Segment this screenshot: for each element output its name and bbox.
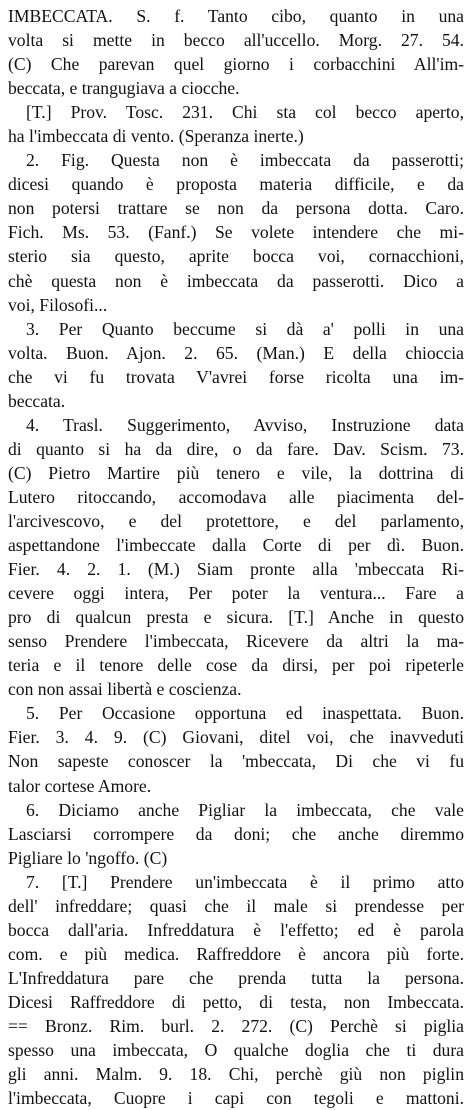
entry-line: spesso una imbeccata, O qualche doglia che ti dura (8, 1040, 464, 1061)
sense-7-line: 7. [T.] Prendere un'imbeccata è il primo atto (26, 871, 464, 892)
entry-line: l'arcivescovo, e del protettore, e del parlamento, (8, 510, 464, 531)
entry-line: Pigliare lo 'ngoffo. (C) (8, 847, 168, 868)
entry-line: beccata. (8, 390, 66, 411)
entry-line: Fier. 4. 2. 1. (M.) Siam pronte alla 'mbeccata Ri- (8, 559, 464, 580)
entry-line: che vi fu trovata V'avrei forse ricolta una im- (8, 366, 464, 387)
sense-6-line: 6. Diciamo anche Pigliar la imbeccata, che vale (26, 799, 464, 820)
entry-line: non potersi trattare se non da persona dotta. Caro. (8, 198, 464, 219)
entry-line: volta. Buon. Ajon. 2. 65. (Man.) E della chioccia (8, 342, 464, 363)
entry-line: voi, Filosofi... (8, 294, 108, 315)
entry-line: dell' infreddare; quasi che il male si prendesse per (8, 895, 464, 916)
entry-line: ha l'imbeccata di vento. (Speranza inerte.) (8, 126, 304, 147)
entry-line: volta si mette in becco all'uccello. Morg. 27. 54. (8, 30, 464, 51)
entry-line: (C) Pietro Martire più tenero e vile, la dottrina di (8, 462, 464, 483)
sense-2-line: 2. Fig. Questa non è imbeccata da passerotti; (26, 150, 464, 171)
entry-line: chè questa non è imbeccata da passerotti. Dico a (8, 270, 464, 291)
entry-line: gli anni. Malm. 9. 18. Chi, perchè giù non piglin (8, 1064, 464, 1085)
entry-line: Fier. 3. 4. 9. (C) Giovani, ditel voi, che inavveduti (8, 727, 464, 748)
entry-line: Dicesi Raffreddore di petto, di testa, non Imbeccata. (8, 991, 464, 1012)
sense-5-line: 5. Per Occasione opportuna ed inaspettata. Buon. (26, 703, 464, 724)
entry-line: talor cortese Amore. (8, 775, 152, 796)
entry-line: senso Prendere l'imbeccata, Ricevere da altri la ma- (8, 631, 464, 652)
entry-line: pro di qualcun presta e sicura. [T.] Anche in questo (8, 607, 464, 628)
entry-line: Fich. Ms. 53. (Fanf.) Se volete intendere che mi- (8, 222, 464, 243)
entry-line: cevere oggi intera, Per poter la ventura... Fare a (8, 583, 464, 604)
entry-line: teria e il tenore delle cose da dirsi, per poi ripeterle (8, 655, 464, 676)
entry-line: bocca dall'aria. Infreddatura è l'effetto; ed è parola (8, 919, 464, 940)
sense-3-line: 3. Per Quanto beccume si dà a' polli in una (26, 318, 464, 339)
sense-4-line: 4. Trasl. Suggerimento, Avviso, Instruzione data (26, 414, 464, 435)
entry-line: (C) Che parevan quel giorno i corbacchini All'im- (8, 54, 464, 75)
entry-line: beccata, e trangugiava a ciocche. (8, 78, 240, 99)
dictionary-entry (8, 4, 464, 1110)
entry-line: L'Infreddatura pare che prenda tutta la persona. (8, 967, 464, 988)
entry-line: com. e più medica. Raffreddore è ancora più forte. (8, 943, 464, 964)
entry-line: Lutero ritoccando, accomodava alle piacimenta del- (8, 486, 464, 507)
entry-line: Lasciarsi corrompere da doni; che anche diremmo (8, 823, 464, 844)
entry-line: IMBECCATA. S. f. Tanto cibo, quanto in una (8, 6, 464, 26)
entry-line: di quanto si ha da dire, o da fare. Dav. Scism. 73. (8, 438, 464, 459)
entry-line: == Bronz. Rim. burl. 2. 272. (C) Perchè si piglia (8, 1015, 464, 1036)
entry-line: l'imbeccata, Cuopre i capi con tegoli e mattoni. (8, 1088, 464, 1109)
entry-line: sterio sia questo, aprite bocca voi, cornacchioni, (8, 246, 464, 267)
entry-line: aspettandone l'imbeccate dalla Corte di per dì. Buon. (8, 535, 464, 556)
entry-line: [T.] Prov. Tosc. 231. Chi sta col becco aperto, (26, 102, 464, 123)
entry-line: con non assai libertà e coscienza. (8, 679, 242, 700)
entry-line: dicesi quando è proposta materia difficile, e da (8, 174, 464, 195)
entry-line: Non sapeste conoscer la 'mbeccata, Di che vi fu (8, 751, 464, 772)
